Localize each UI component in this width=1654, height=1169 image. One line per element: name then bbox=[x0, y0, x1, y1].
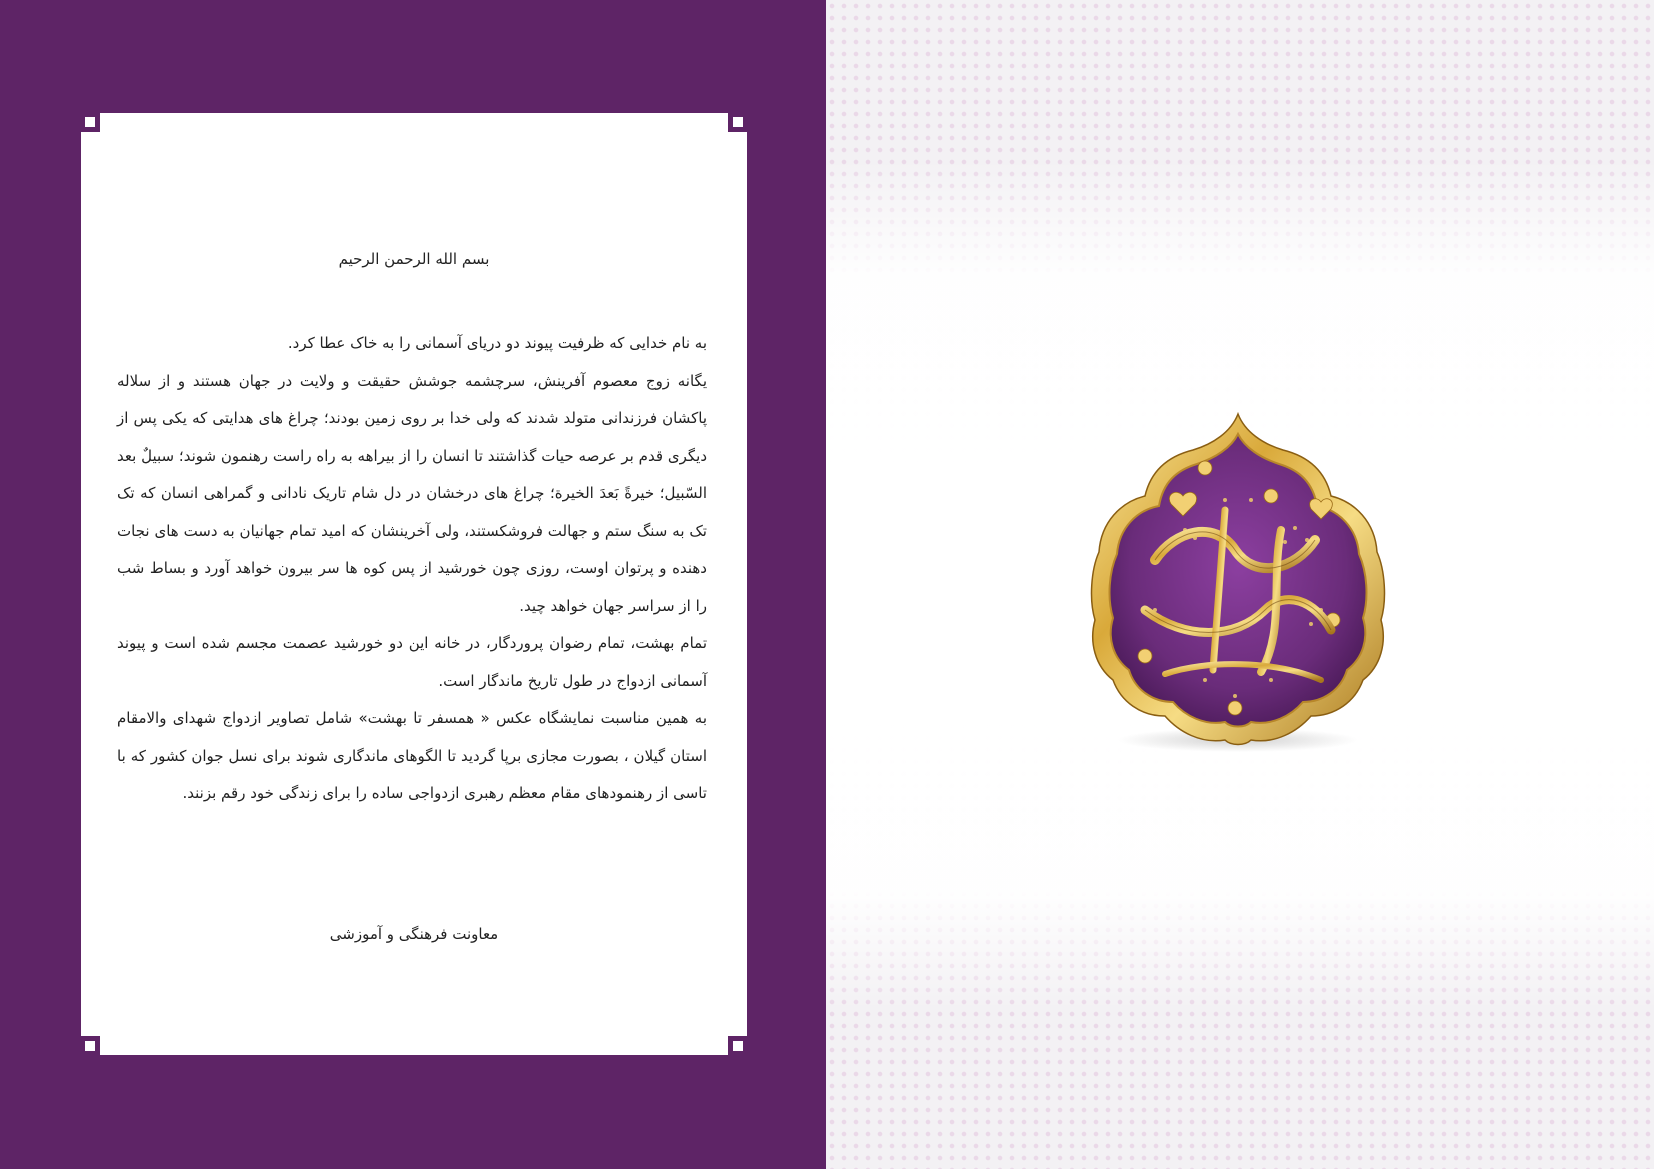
paragraph: به همین مناسبت نمایشگاه عکس « همسفر تا بهشت» شامل تصاویر ازدواج شهدای والامقام استان گیلان ، بصورت مجازی برپا گردید تا الگوهای ماندگاری شوند برای نسل جوان کشور که با تاسی از رهنمودهای مقام معظم رهبری ازدواجی ساده را برای زندگی خود رقم بزنند. bbox=[117, 709, 707, 802]
paragraph: تمام بهشت، تمام رضوان پروردگار، در خانه این دو خورشید عصمت مجسم شده است و پیوند آسمانی ازدواج در طول تاریخ ماندگار است. bbox=[117, 634, 707, 690]
paragraph: به نام خدایی که ظرفیت پیوند دو دریای آسمانی را به خاک عطا کرد. bbox=[287, 334, 707, 352]
left-page bbox=[0, 0, 826, 1169]
text-panel bbox=[81, 113, 747, 1055]
signature: معاونت فرهنگی و آموزشی bbox=[329, 925, 499, 943]
letter-body bbox=[117, 325, 707, 813]
calligraphy-emblem-icon bbox=[1085, 410, 1391, 756]
right-page bbox=[826, 0, 1654, 1169]
letter bbox=[81, 113, 747, 1055]
bismillah-heading: بسم الله الرحمن الرحیم bbox=[338, 250, 490, 268]
paragraph: یگانه زوج معصوم آفرینش، سرچشمه جوشش حقیقت و ولایت در جهان هستند و از سلاله پاکشان فرزندانی متولد شدند که ولی خدا بر روی زمین بودند؛ چراغ های هدایتی که یکی پس از دیگری قدم بر عرصه حیات گذاشتند تا انسان را از بیراهه به راه راست رهنمون شوند؛ سبیلٌ بعد السّبیل؛ خیرةً بَعدَ الخیرة؛ چراغ های درخشان در دل شام تاریک نادانی و گمراهی انسان که تک تک به سنگ ستم و جهالت فروشکستند، ولی آخرینشان که امید تمام جهانیان به دست های نجات دهنده و پرتوان اوست، روزی چون خورشید از پس کوه ها سر بیرون خواهد آورد و بساط شب را از سراسر جهان خواهد چید. bbox=[117, 371, 707, 615]
